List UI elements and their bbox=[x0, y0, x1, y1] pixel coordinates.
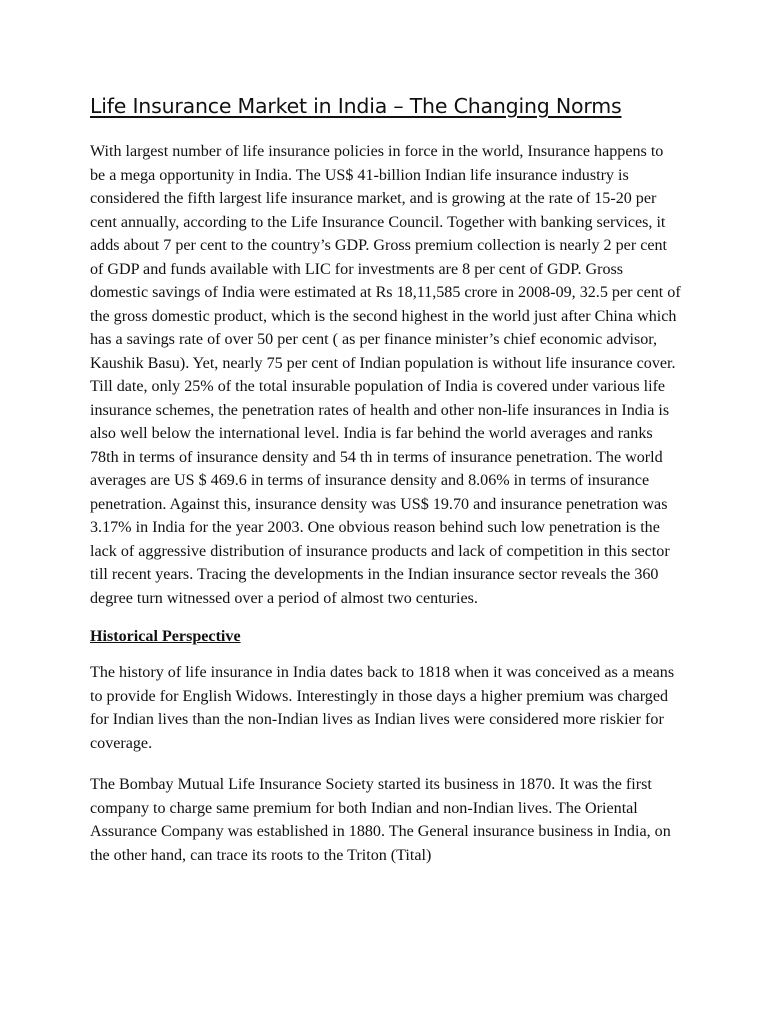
document-page bbox=[90, 94, 682, 885]
section-heading-historical-perspective: Historical Perspective bbox=[90, 628, 241, 645]
history-paragraph-1: The history of life insurance in India dates back to 1818 when it was conceived as a means to provide for English Widows. Interestingly in those days a higher premium was charged for Indian lives than the non-Indian lives as Indian lives were considered more riskier for coverage. bbox=[90, 664, 675, 752]
intro-paragraph: With largest number of life insurance policies in force in the world, Insurance happens to be a mega opportunity in India. The US$ 41-billion Indian life insurance industry is considered the fifth largest life insurance market, and is growing at the rate of 15-20 per cent annually, according to the Life Insurance Council. Together with banking services, it adds about 7 per cent to the country’s GDP. Gross premium collection is nearly 2 per cent of GDP and funds available with LIC for investments are 8 per cent of GDP. Gross domestic savings of India were estimated at Rs 18,11,585 crore in 2008-09, 32.5 per cent of the gross domestic product, which is the second highest in the world just after China which has a savings rate of over 50 per cent ( as per finance minister’s chief economic advisor, Kaushik Basu). Yet, nearly 75 per cent of Indian population is without life insurance cover. Till date, only 25% of the total insurable population of India is covered under various life insurance schemes, the penetration rates of health and other non-life insurances in India is also well below the international level. India is far behind the world averages and ranks 78th in terms of insurance density and 54 th in terms of insurance penetration. The world averages are US $ 469.6 in terms of insurance density and 8.06% in terms of insurance penetration. Against this, insurance density was US$ 19.70 and insurance penetration was 3.17% in India for the year 2003. One obvious reason behind such low penetration is the lack of aggressive distribution of insurance products and lack of competition in this sector till recent years. Tracing the developments in the Indian insurance sector reveals the 360 degree turn witnessed over a period of almost two centuries. bbox=[90, 143, 681, 607]
page-title: Life Insurance Market in India – The Changing Norms bbox=[90, 94, 622, 118]
history-paragraph-2: The Bombay Mutual Life Insurance Society started its business in 1870. It was the first company to charge same premium for both Indian and non-Indian lives. The Oriental Assurance Company was established in 1880. The General insurance business in India, on the other hand, can trace its roots to the Triton (Tital) bbox=[90, 776, 671, 864]
